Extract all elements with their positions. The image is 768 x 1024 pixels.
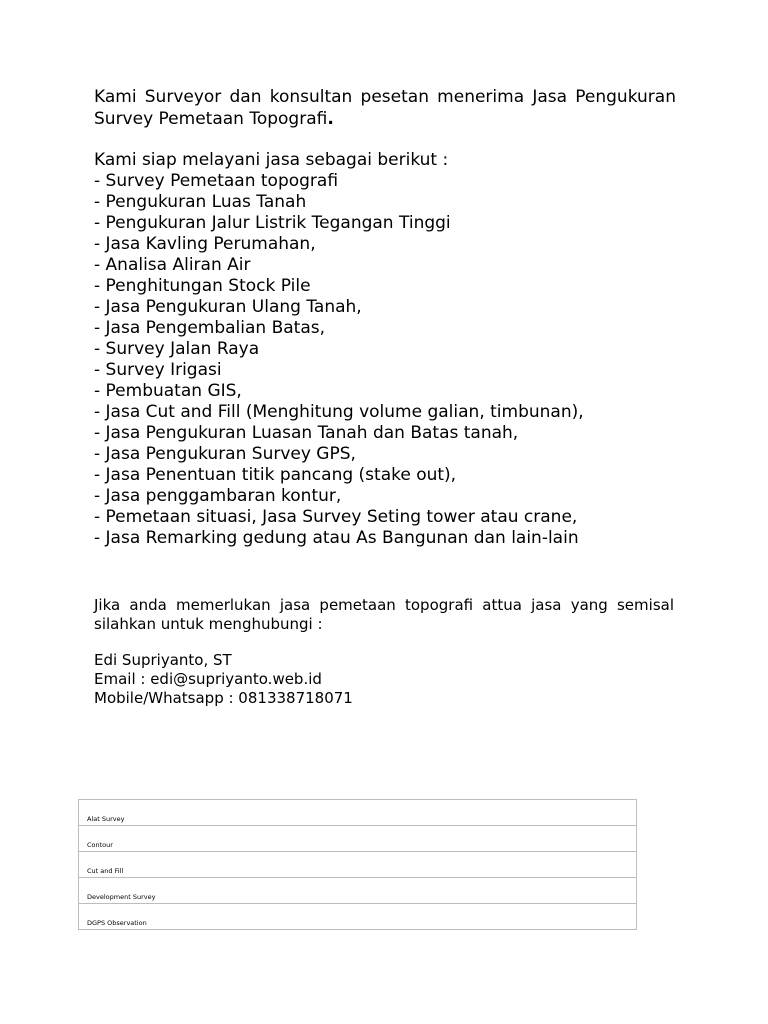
intro-line-2-period: . — [327, 109, 334, 129]
service-item: - Jasa Pengukuran Ulang Tanah, — [94, 297, 362, 317]
service-item: - Survey Pemetaan topografi — [94, 171, 339, 191]
contact-block — [94, 651, 674, 708]
service-item: - Analisa Aliran Air — [94, 255, 251, 275]
service-item: - Jasa Pengembalian Batas, — [94, 318, 326, 338]
tag-row[interactable] — [79, 826, 637, 852]
contact-intro-paragraph: Jika anda memerlukan jasa pemetaan topografi attua jasa yang semisal silahkan untuk menghubungi : — [94, 596, 674, 633]
contact-email: Email : edi@supriyanto.web.id — [94, 670, 322, 688]
service-item: - Survey Jalan Raya — [94, 339, 260, 359]
service-item: - Survey Irigasi — [94, 360, 222, 380]
services-section — [94, 150, 694, 549]
tag-row[interactable] — [79, 878, 637, 904]
service-item: - Jasa Pengukuran Survey GPS, — [94, 444, 356, 464]
tag-row[interactable] — [79, 852, 637, 878]
tag-link[interactable]: DGPS Observation — [79, 904, 637, 930]
service-item: - Jasa Cut and Fill (Menghitung volume galian, timbunan), — [94, 402, 584, 422]
tag-link[interactable]: Development Survey — [79, 878, 637, 904]
service-item: - Pengukuran Jalur Listrik Tegangan Tinggi — [94, 213, 451, 233]
tag-row[interactable] — [79, 904, 637, 930]
service-item: - Penghitungan Stock Pile — [94, 276, 311, 296]
intro-paragraph — [94, 86, 676, 130]
tag-row[interactable] — [79, 800, 637, 826]
services-heading: Kami siap melayani jasa sebagai berikut : — [94, 150, 449, 170]
tag-link[interactable]: Cut and Fill — [79, 852, 637, 878]
service-item: - Pemetaan situasi, Jasa Survey Seting tower atau crane, — [94, 507, 578, 527]
service-item: - Jasa Remarking gedung atau As Bangunan dan lain-lain — [94, 528, 579, 548]
tag-link[interactable]: Alat Survey — [87, 815, 125, 823]
service-item: - Jasa Kavling Perumahan, — [94, 234, 316, 254]
tag-link[interactable]: Contour — [79, 826, 637, 852]
service-item: - Pembuatan GIS, — [94, 381, 242, 401]
tag-table — [78, 799, 637, 930]
service-item: - Jasa penggambaran kontur, — [94, 486, 342, 506]
service-item: - Jasa Penentuan titik pancang (stake out), — [94, 465, 457, 485]
service-item: - Pengukuran Luas Tanah — [94, 192, 307, 212]
intro-line-2: Pengukuran Survey Pemetaan Topografi — [94, 87, 676, 129]
contact-name: Edi Supriyanto, ST — [94, 651, 232, 669]
intro-line-1: Kami Surveyor dan konsultan pesetan menerima Jasa — [94, 87, 568, 107]
service-item: - Jasa Pengukuran Luasan Tanah dan Batas tanah, — [94, 423, 519, 443]
contact-mobile: Mobile/Whatsapp : 081338718071 — [94, 689, 353, 707]
services-list — [94, 171, 694, 549]
